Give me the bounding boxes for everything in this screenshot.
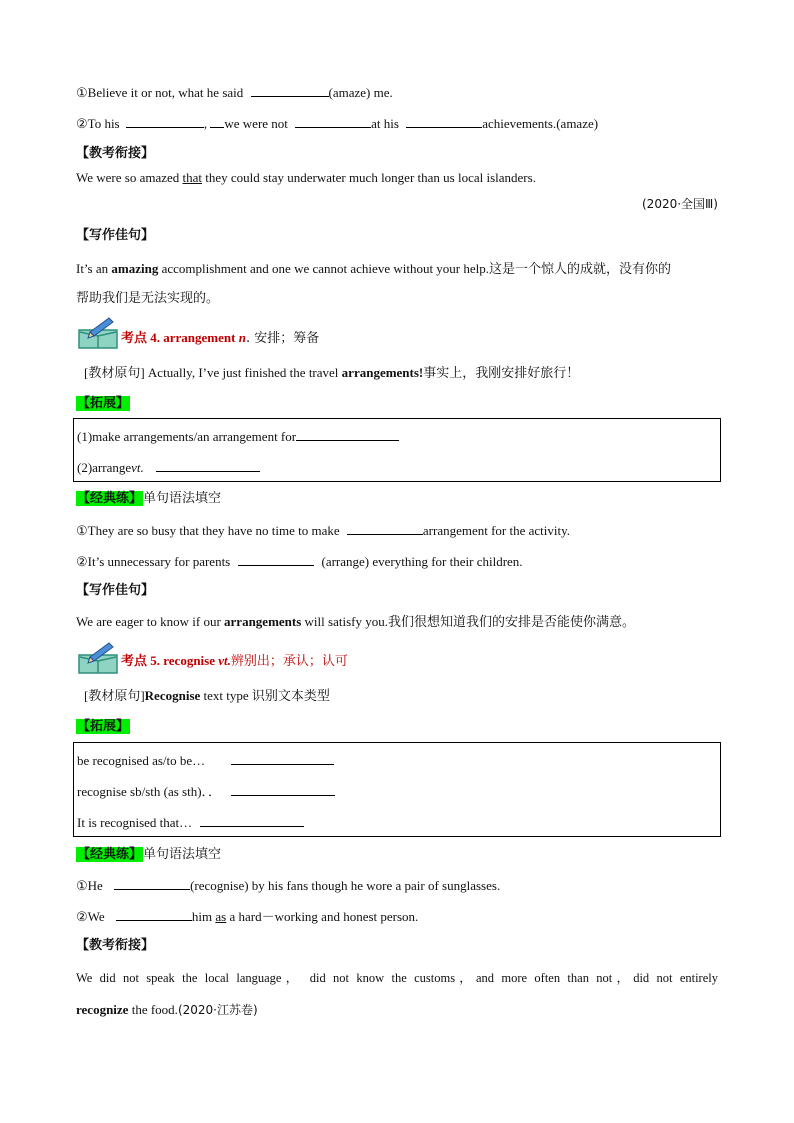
point4-title: 考点 4. arrangement n. 安排；筹备 <box>121 330 320 346</box>
expand-heading: 【拓展】 <box>77 719 130 734</box>
exam-sentence: We did not speak the local language， did not know the customs，and more often than not，did not entirely <box>76 971 718 985</box>
answer-blank[interactable] <box>114 877 190 890</box>
expand-box <box>73 418 721 482</box>
point4-origin: [教材原句] Actually, I’ve just finished the travel arrangements!事实上，我刚安排好旅行！ <box>84 365 580 381</box>
exam-heading: 【教考衔接】 <box>76 938 155 953</box>
writing-heading: 【写作佳句】 <box>76 228 155 243</box>
expand-item: (1)make arrangements/an arrangement for <box>77 428 399 445</box>
book-pencil-icon <box>76 316 120 350</box>
answer-blank[interactable] <box>238 553 314 566</box>
point5-title: 考点 5. recognise vt.辨别出；承认；认可 <box>121 653 348 669</box>
writing-line: It’s an amazing accomplishment and one we cannot achieve without your help.这是一个惊人的成就，没有你的 <box>76 261 672 277</box>
answer-blank[interactable] <box>200 814 304 827</box>
expand-item: recognise sb/sth (as sth)．． <box>77 783 335 800</box>
point5-q2: ②We him as a hard－working and honest person. <box>76 909 419 924</box>
answer-blank[interactable] <box>347 522 423 535</box>
answer-blank[interactable] <box>295 115 371 128</box>
expand-item: (2)arrangevt. <box>77 459 260 476</box>
answer-blank[interactable] <box>406 115 482 128</box>
answer-blank[interactable] <box>251 84 329 97</box>
answer-blank[interactable] <box>231 783 335 796</box>
expand-box <box>73 742 721 837</box>
answer-blank[interactable] <box>156 459 260 472</box>
point5-origin: [教材原句]Recognise text type 识别文本类型 <box>84 688 330 704</box>
exam-source: (2020·全国Ⅲ) <box>642 197 718 211</box>
writing-line: 帮助我们是无法实现的。 <box>76 291 220 306</box>
book-pencil-icon <box>76 641 120 675</box>
practice-heading: 【经典练】单句语法填空 <box>77 847 222 862</box>
expand-item: It is recognised that… <box>77 814 304 831</box>
exam-sentence: We were so amazed that they could stay underwater much longer than us local islanders. <box>76 170 536 185</box>
writing-heading: 【写作佳句】 <box>76 583 155 598</box>
practice-heading: 【经典练】单句语法填空 <box>77 491 222 506</box>
amaze-q1: ①Believe it or not, what he said (amaze) me. <box>76 85 393 100</box>
exam-heading: 【教考衔接】 <box>76 146 155 161</box>
point4-q1: ①They are so busy that they have no time to make arrangement for the activity. <box>76 523 571 538</box>
writing-line: We are eager to know if our arrangements will satisfy you.我们很想知道我们的安排是否能使你满意。 <box>76 614 635 630</box>
expand-heading: 【拓展】 <box>77 396 130 411</box>
answer-blank[interactable] <box>231 752 334 765</box>
amaze-q2: ②To his , we were not at his achievements.(amaze) <box>76 116 599 131</box>
answer-blank[interactable] <box>126 115 204 128</box>
answer-blank[interactable] <box>296 428 399 441</box>
exam-sentence: recognize the food.(2020·江苏卷) <box>76 1002 258 1017</box>
point5-q1: ①He (recognise) by his fans though he wore a pair of sunglasses. <box>76 878 501 893</box>
expand-item: be recognised as/to be… <box>77 752 334 769</box>
answer-blank[interactable] <box>116 908 192 921</box>
point4-q2: ②It’s unnecessary for parents (arrange) everything for their children. <box>76 554 523 569</box>
answer-blank[interactable] <box>210 115 224 128</box>
